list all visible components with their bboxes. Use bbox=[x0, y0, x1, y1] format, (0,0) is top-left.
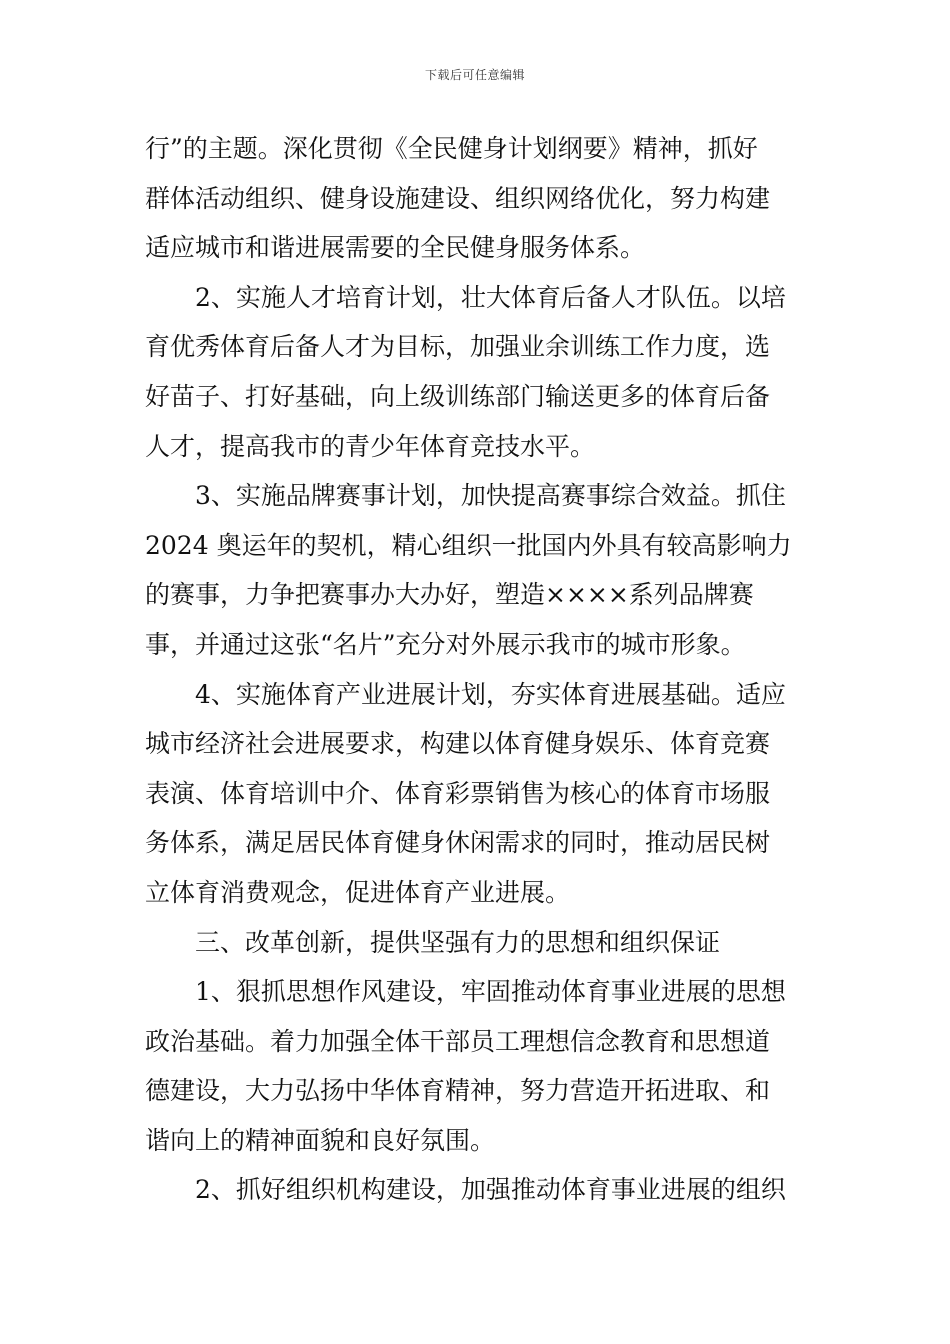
text-line: 好苗子、打好基础，向上级训练部门输送更多的体育后备 bbox=[145, 381, 771, 411]
header-note: 下载后可任意编辑 bbox=[424, 68, 525, 82]
text-line: 城市经济社会进展要求，构建以体育健身娱乐、体育竞赛 bbox=[145, 729, 771, 759]
text-line: 表演、体育培训中介、体育彩票销售为核心的体育市场服 bbox=[145, 778, 771, 808]
text-line: 2024 奥运年的契机，精心组织一批国内外具有较高影响力 bbox=[145, 530, 792, 560]
text-line: 适应城市和谐进展需要的全民健身服务体系。 bbox=[145, 233, 646, 263]
text-line: 务体系，满足居民体育健身休闲需求的同时，推动居民树 bbox=[145, 828, 771, 858]
paragraph-first-line: 2、抓好组织机构建设，加强推动体育事业进展的组织 bbox=[195, 1175, 786, 1205]
paragraph-first-line: 2、实施人才培育计划，壮大体育后备人才队伍。以培 bbox=[195, 282, 786, 312]
section-heading: 三、改革创新，提供坚强有力的思想和组织保证 bbox=[195, 927, 721, 957]
body-text bbox=[145, 124, 809, 1215]
text-line: 行”的主题。深化贯彻《全民健身计划纲要》精神，抓好 bbox=[145, 134, 758, 163]
text-line: 政治基础。着力加强全体干部员工理想信念教育和思想道 bbox=[145, 1026, 771, 1056]
text-line: 立体育消费观念，促进体育产业进展。 bbox=[145, 877, 571, 907]
text-line: 育优秀体育后备人才为目标，加强业余训练工作力度，选 bbox=[145, 332, 771, 362]
paragraph-first-line: 3、实施品牌赛事计划，加快提高赛事综合效益。抓住 bbox=[195, 481, 786, 511]
text-line: 谐向上的精神面貌和良好氛围。 bbox=[145, 1125, 496, 1155]
text-line: 的赛事，力争把赛事办大办好，塑造××××系列品牌赛 bbox=[145, 580, 754, 610]
paragraph-first-line: 4、实施体育产业进展计划，夯实体育进展基础。适应 bbox=[195, 679, 786, 709]
text-line: 群体活动组织、健身设施建设、组织网络优化，努力构建 bbox=[145, 183, 771, 213]
paragraph-first-line: 1、狠抓思想作风建设，牢固推动体育事业进展的思想 bbox=[195, 977, 786, 1007]
text-line: 事，并通过这张“名片”充分对外展示我市的城市形象。 bbox=[145, 629, 746, 659]
text-line: 人才，提高我市的青少年体育竞技水平。 bbox=[145, 431, 596, 461]
text-line: 德建设，大力弘扬中华体育精神，努力营造开拓进取、和 bbox=[145, 1076, 771, 1106]
